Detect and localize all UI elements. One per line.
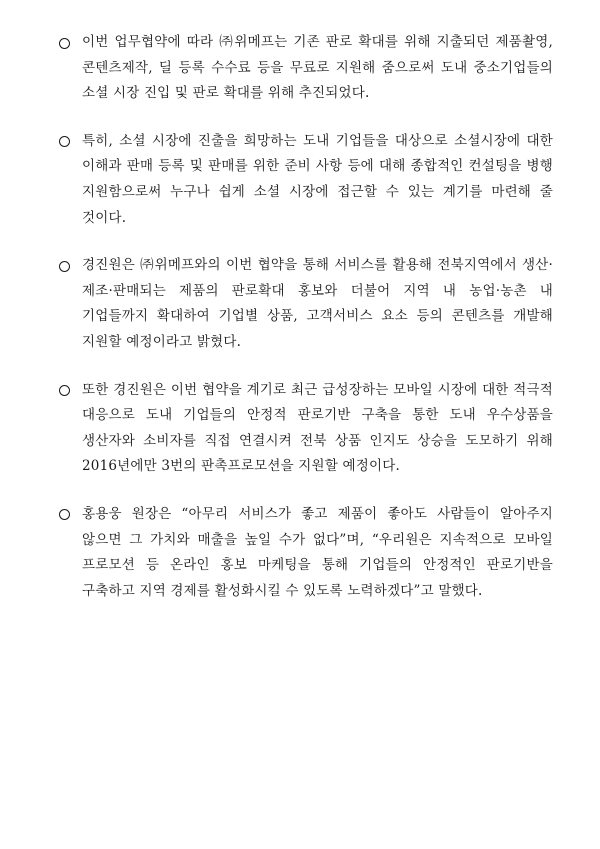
paragraph-text: 특히, 소셜 시장에 진출을 희망하는 도내 기업들을 대상으로 소셜시장에 대한 이해과 판매 등록 및 판매를 위한 준비 사항 등에 대해 종합적인 컨설팅을 병행 지원함으로써 누구나 쉽게 소셜 시장에 접근할 수 있는 계기를 마련해 줄 것이다. [82,132,553,226]
paragraph-text: 또한 경진원은 이번 협약을 계기로 최근 급성장하는 모바일 시장에 대한 적극적 대응으로 도내 기업들의 안정적 판로기반 구축을 통한 도내 우수상품을 생산자와 소비자를 직접 연결시켜 전북 상품 인지도 상승을 도모하기 위해 2016년에만 3번의 판촉프로모션을 지원할 예정이다. [82,381,553,475]
paragraph-item [58,30,553,107]
paragraph-list [58,30,553,626]
bullet-circle-icon [58,378,82,404]
paragraph-item [58,378,553,480]
bullet-circle-icon [58,30,82,56]
bullet-circle-icon [58,502,82,528]
paragraph-item [58,253,553,355]
paragraph-text: 경진원은 ㈜위메프와의 이번 협약을 통해 서비스를 활용해 전북지역에서 생산·제조·판매되는 제품의 판로확대 홍보와 더불어 지역 내 농업·농촌 내 기업들까지 확대하여 기업별 상품, 고객서비스 요소 등의 콘텐츠를 개발해 지원할 예정이라고 밝혔다. [82,257,553,350]
bullet-circle-icon [58,253,82,279]
paragraph-text: 이번 업무협약에 따라 ㈜위메프는 기존 판로 확대를 위해 지출되던 제품촬영, 콘텐츠제작, 딜 등록 수수료 등을 무료로 지원해 줌으로써 도내 중소기업들의 소셜 시장 진입 및 판로 확대를 위해 추진되었다. [82,34,553,102]
paragraph-text: 홍용웅 원장은 “아무리 서비스가 좋고 제품이 좋아도 사람들이 알아주지 않으면 그 가치와 매출을 높일 수가 없다”며, “우리원은 지속적으로 모바일 프로모션 등 온라인 홍보 마케팅을 통해 기업들의 안정적인 판로기반을 구축하고 지역 경제를 활성화시킬 수 있도록 노력하겠다”고 말했다. [82,505,553,599]
paragraph-item [58,129,553,231]
bullet-circle-icon [58,129,82,155]
paragraph-item [58,502,553,604]
